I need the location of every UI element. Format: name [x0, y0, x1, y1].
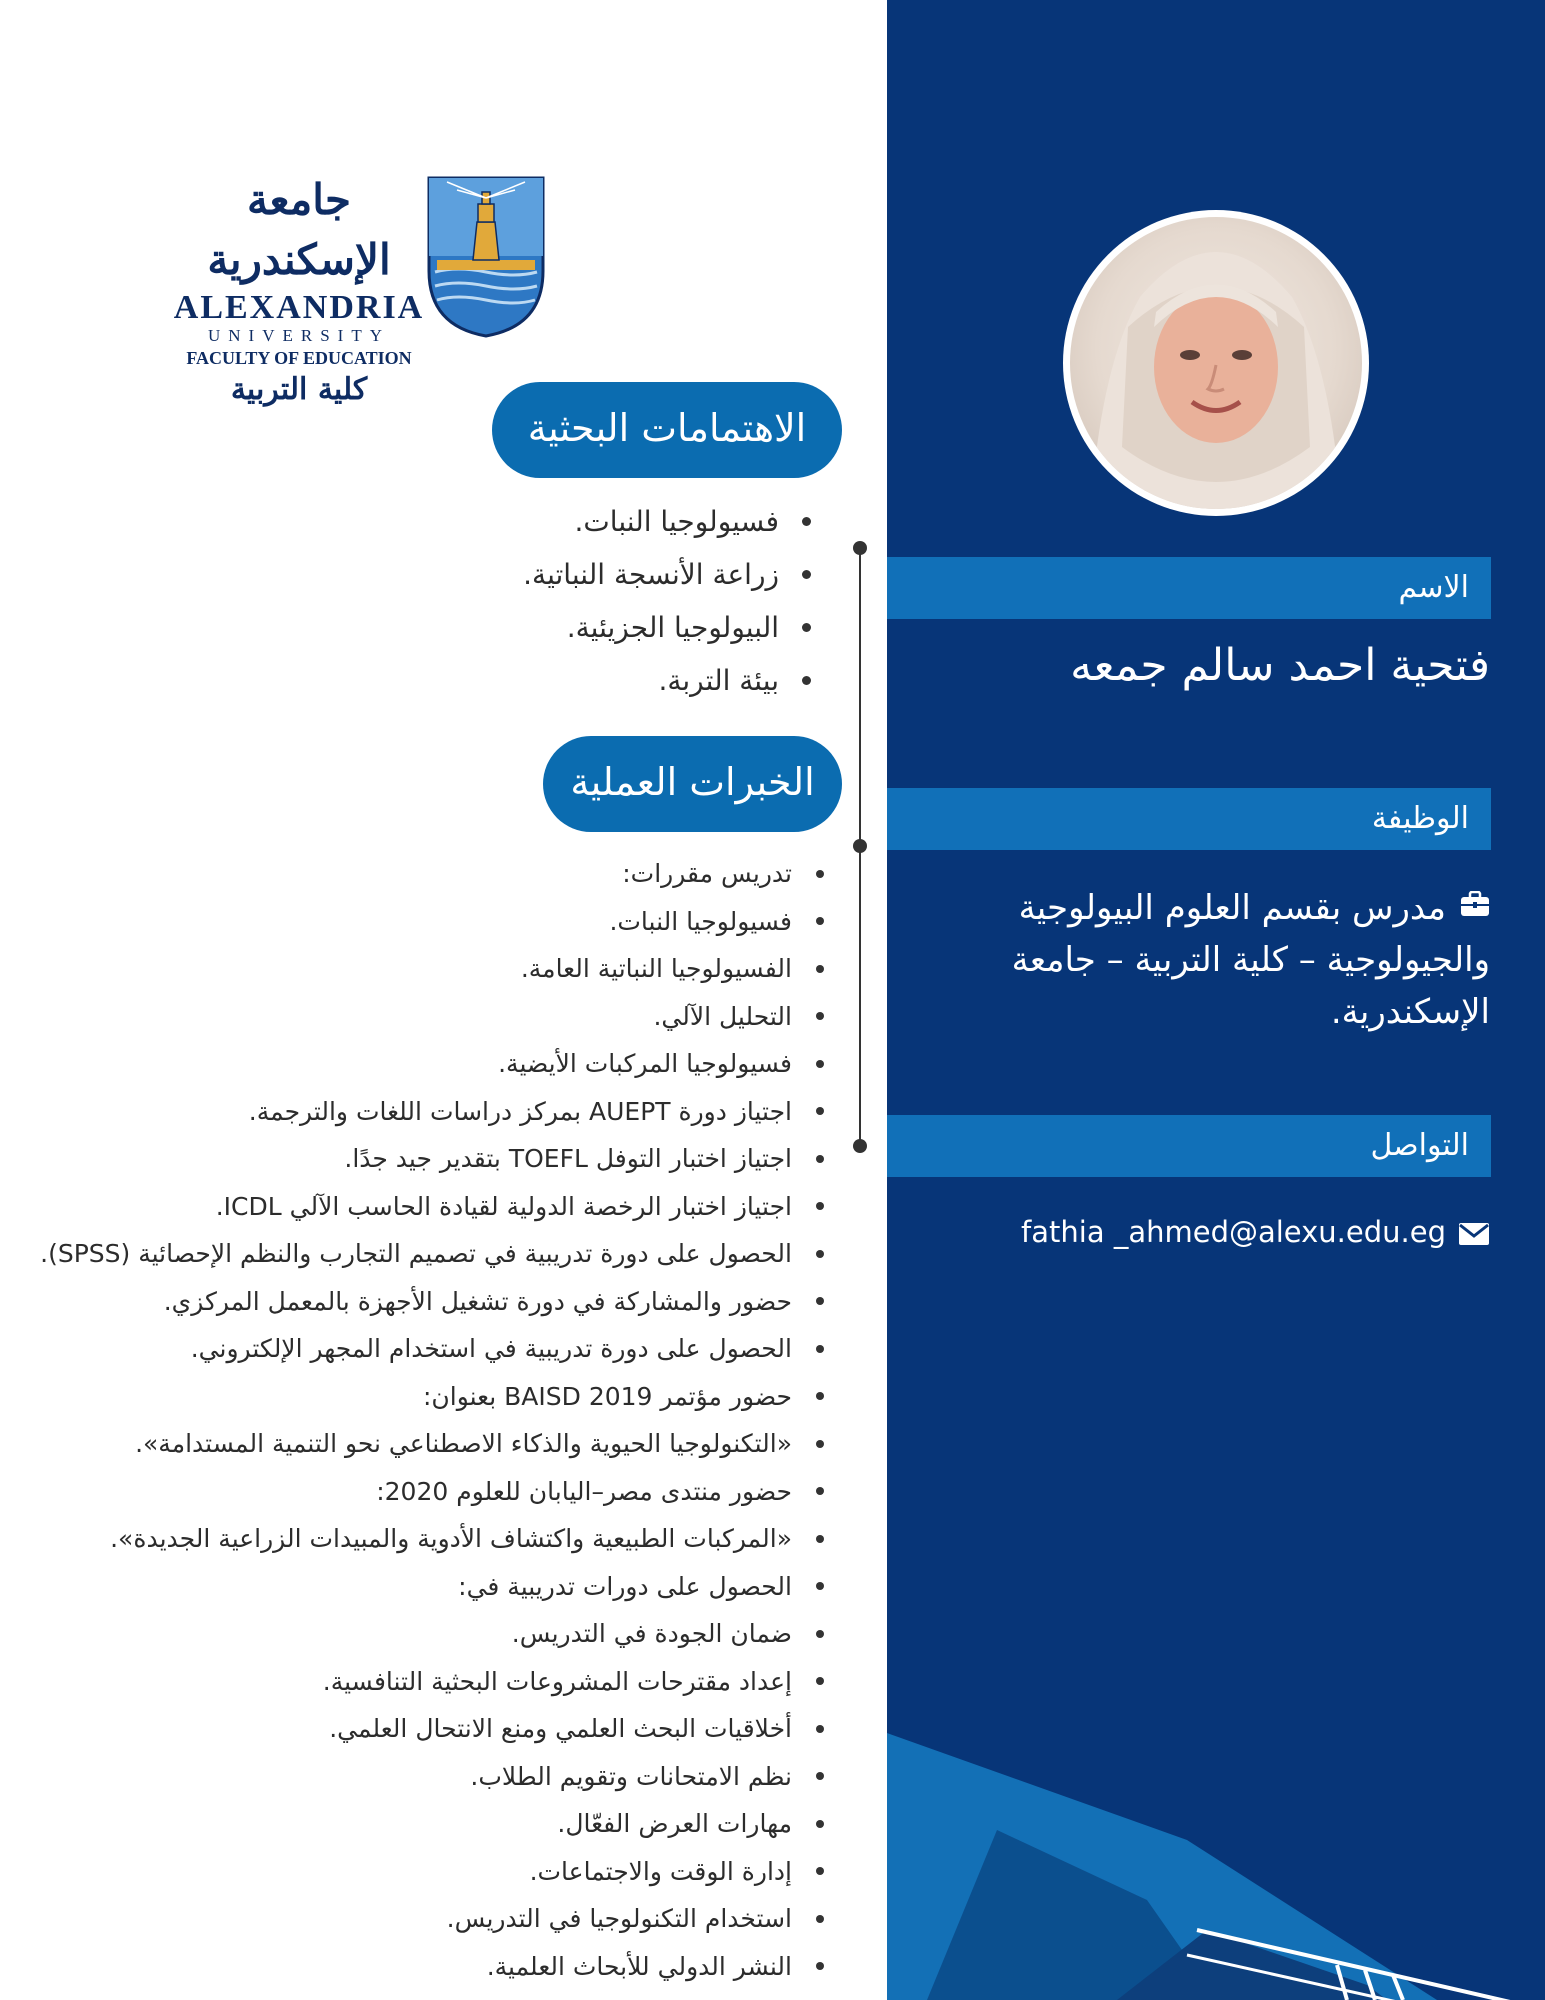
timeline-dot [853, 1139, 867, 1153]
experience-item: فسيولوجيا المركبات الأيضية. [40, 1040, 828, 1088]
experience-item: حضور والمشاركة في دورة تشغيل الأجهزة بالمعمل المركزي. [40, 1278, 828, 1326]
briefcase-icon [1460, 880, 1490, 932]
research-interest-item: البيولوجيا الجزيئية. [523, 601, 815, 654]
experience-item: اجتياز دورة AUEPT بمركز دراسات اللغات والترجمة. [40, 1088, 828, 1136]
experience-item: اجتياز اختبار التوفل TOEFL بتقدير جيد جدًا. [40, 1135, 828, 1183]
person-avatar-icon [1070, 217, 1362, 509]
experience-item: تدريس مقررات: [40, 850, 828, 898]
experience-item: النشر الدولي للأبحاث العلمية. [40, 1943, 828, 1991]
research-interest-item: زراعة الأنسجة النباتية. [523, 548, 815, 601]
research-interest-item: فسيولوجيا النبات. [523, 495, 815, 548]
logo-university-word: UNIVERSITY [208, 326, 390, 345]
experience-item: حضور منتدى مصر–اليابان للعلوم 2020: [40, 1468, 828, 1516]
research-interests-list [523, 495, 815, 707]
person-name: فتحية احمد سالم جمعه [1070, 640, 1490, 691]
timeline-dot [853, 839, 867, 853]
logo-arabic-bottom: كلية التربية [230, 372, 368, 407]
profile-sidebar [887, 0, 1545, 2000]
logo-faculty: FACULTY OF EDUCATION [186, 348, 412, 368]
research-interests-heading: الاهتمامات البحثية [492, 382, 842, 478]
job-value: مدرس بقسم العلوم البيولوجية والجيولوجية – كلية التربية – جامعة الإسكندرية. [1011, 888, 1490, 1032]
experience-item: التحليل الآلي. [40, 993, 828, 1041]
experience-item: فسيولوجيا النبات. [40, 898, 828, 946]
experience-heading: الخبرات العملية [543, 736, 842, 832]
lighthouse-shield-icon [427, 176, 545, 338]
email-address[interactable]: fathia _ahmed@alexu.edu.eg [1021, 1215, 1446, 1249]
envelope-icon [1458, 1219, 1490, 1253]
logo-university-name: ALEXANDRIA [173, 289, 425, 326]
experience-item: الحصول على دورة تدريبية في تصميم التجارب والنظم الإحصائية (SPSS). [40, 1230, 828, 1278]
job-label: الوظيفة [887, 788, 1491, 850]
name-label: الاسم [887, 557, 1491, 619]
experience-item: حضور مؤتمر BAISD 2019 بعنوان: [40, 1373, 828, 1421]
research-interest-item: بيئة التربة. [523, 654, 815, 707]
experience-item: إعداد مقترحات المشروعات البحثية التنافسية. [40, 1658, 828, 1706]
experience-item: إدارة الوقت والاجتماعات. [40, 1848, 828, 1896]
experience-item: مهارات العرض الفعّال. [40, 1800, 828, 1848]
logo-text [165, 170, 433, 410]
experience-item: الفسيولوجيا النباتية العامة. [40, 945, 828, 993]
experience-item: اجتياز اختبار الرخصة الدولية لقيادة الحاسب الآلي ICDL. [40, 1183, 828, 1231]
experience-item: الحصول على دورة تدريبية في استخدام المجهر الإلكتروني. [40, 1325, 828, 1373]
profile-photo [1063, 210, 1369, 516]
experience-item: استخدام التكنولوجيا في التدريس. [40, 1895, 828, 1943]
experience-item: الحصول على دورات تدريبية في: [40, 1563, 828, 1611]
timeline-dot [853, 541, 867, 555]
university-logo [165, 170, 545, 407]
logo-arabic-top: جامعة الإسكندرية [207, 175, 391, 284]
experience-item: نظم الامتحانات وتقويم الطلاب. [40, 1753, 828, 1801]
experience-item: أخلاقيات البحث العلمي ومنع الانتحال العلمي. [40, 1705, 828, 1753]
contact-email-row[interactable] [1021, 1215, 1490, 1253]
experience-item: ضمان الجودة في التدريس. [40, 1610, 828, 1658]
contact-label: التواصل [887, 1115, 1491, 1177]
experience-item: «المركبات الطبيعية واكتشاف الأدوية والمبيدات الزراعية الجديدة». [40, 1515, 828, 1563]
experience-list [40, 850, 828, 1990]
experience-item: «التكنولوجيا الحيوية والذكاء الاصطناعي نحو التنمية المستدامة». [40, 1420, 828, 1468]
job-description [950, 880, 1490, 1038]
